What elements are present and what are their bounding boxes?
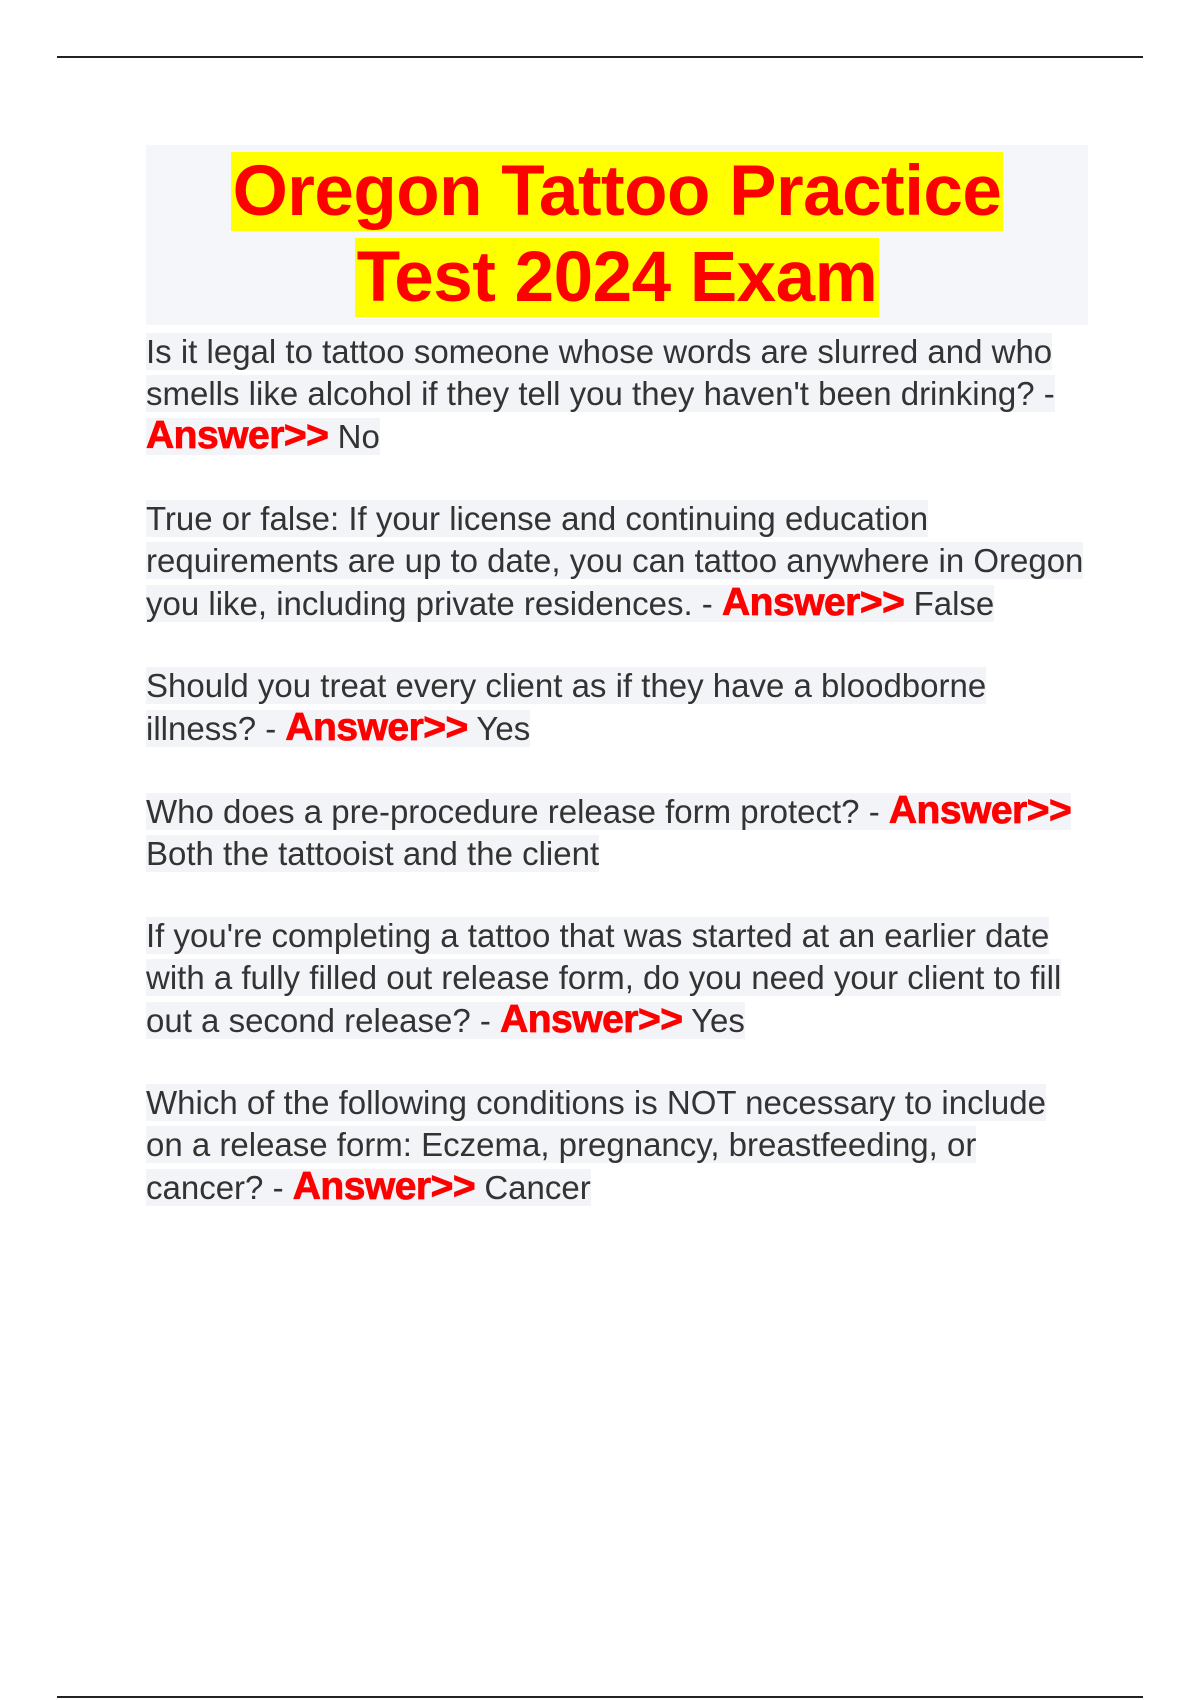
answer-text: Yes [476,710,531,747]
qa-item-5 [146,915,1088,1042]
top-rule [57,56,1143,58]
qa-item-4 [146,790,1088,875]
question-text: Is it legal to tattoo someone whose words are slurred and who smells like alcohol if they tell you they haven't been drinking? - [146,333,1055,412]
question-text: Who does a pre-procedure release form protect? - [146,793,880,830]
question-text: If you're completing a tattoo that was started at an earlier date with a fully filled out release form, do you need your client to fill out a second release? - [146,917,1062,1039]
qa-item-1 [146,331,1088,458]
bottom-rule [57,1696,1143,1698]
answer-text: Yes [691,1002,745,1039]
title-line-1: Oregon Tattoo Practice [232,152,1002,231]
qa-item-2 [146,498,1088,625]
answer-label: Answer>> [888,789,1072,832]
document-title [146,145,1088,325]
page-content [146,145,1088,1249]
answer-label: Answer>> [292,1165,476,1208]
answer-label: Answer>> [721,581,905,624]
question-text: True or false: If your license and continuing education requirements are up to date, you can tattoo anywhere in Oregon you like, including private residences. - [146,500,1084,622]
question-text: Which of the following conditions is NOT necessary to include on a release form: Eczema, pregnancy, breastfeeding, or cancer? - [146,1084,1046,1206]
answer-label: Answer>> [500,998,683,1041]
question-text: Should you treat every client as if they have a bloodborne illness? - [146,667,987,747]
answer-text: No [337,418,380,455]
qa-item-3 [146,665,1088,750]
title-line-2: Test 2024 Exam [356,238,878,317]
qa-item-6 [146,1082,1088,1209]
answer-text: Cancer [484,1169,591,1206]
answer-label: Answer>> [146,414,329,457]
answer-text: False [913,585,995,622]
answer-text: Both the tattooist and the client [146,835,600,872]
answer-label: Answer>> [285,706,468,749]
